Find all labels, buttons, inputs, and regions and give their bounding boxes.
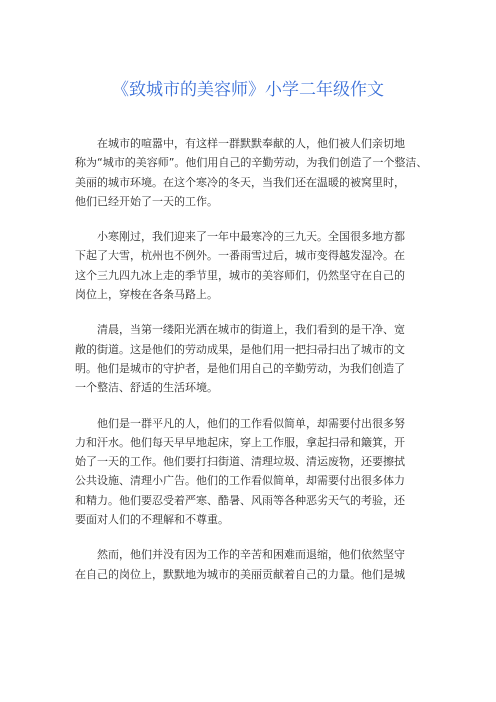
paragraph-line: 明。他们是城市的守护者，是他们用自己的辛勤劳动，为我们创造了 [75,361,405,375]
paragraph-line: 始了一天的工作。他们要打扫街道、清理垃圾、清运废物，还要擦拭 [75,455,405,469]
paragraph-line: 下起了大雪，杭州也不例外。一番雨雪过后，城市变得越发湿冷。在 [75,249,405,263]
paragraph-line: 这个三九四九冰上走的季节里，城市的美容师们，仍然坚守在自己的 [75,268,405,282]
paragraph-1 [75,134,435,211]
paragraph-line: 敞的街道。这是他们的劳动成果，是他们用一把扫帚扫出了城市的文 [75,342,405,356]
paragraph-line: 他们已经开始了一天的工作。 [75,194,218,208]
paragraph-line: 要面对人们的不理解和不尊重。 [75,513,229,527]
paragraph-5 [75,545,435,584]
paragraph-3 [75,320,435,397]
paragraph-line: 在自己的岗位上，默默地为城市的美丽贡献着自己的力量。他们是城 [75,567,405,581]
paragraph-line: 力和汗水。他们每天早早地起床，穿上工作服，拿起扫帚和簸箕，开 [75,435,405,449]
document-title: 《致城市的美容师》小学二年级作文 [112,80,384,100]
paragraph-line: 岗位上，穿梭在各条马路上。 [75,288,218,302]
paragraph-line: 美丽的城市环境。在这个寒冷的冬天，当我们还在温暖的被窝里时， [75,175,405,189]
paragraph-line: 清晨，当第一缕阳光洒在城市的街道上，我们看到的是干净、宽 [97,323,405,337]
document-body [75,134,435,600]
paragraph-line: 称为“城市的美容师”。他们用自己的辛勤劳动，为我们创造了一个整洁、 [75,156,428,170]
paragraph-line: 公共设施、清理小广告。他们的工作看似简单，却需要付出很多体力 [75,474,405,488]
paragraph-line: 在城市的喧嚣中，有这样一群默默奉献的人，他们被人们亲切地 [97,137,405,150]
paragraph-2 [75,227,435,304]
paragraph-line: 他们是一群平凡的人，他们的工作看似简单，却需要付出很多努 [97,416,405,430]
paragraph-4 [75,414,435,530]
paragraph-line: 小寒刚过，我们迎来了一年中最寒冷的三九天。全国很多地方都 [97,230,405,244]
paragraph-line: 和精力。他们要忍受着严寒、酷暑、风雨等各种恶劣天气的考验，还 [75,493,405,507]
paragraph-line: 然而，他们并没有因为工作的辛苦和困难而退缩，他们依然坚守 [97,548,405,562]
paragraph-line: 一个整洁、舒适的生活环境。 [75,381,218,395]
